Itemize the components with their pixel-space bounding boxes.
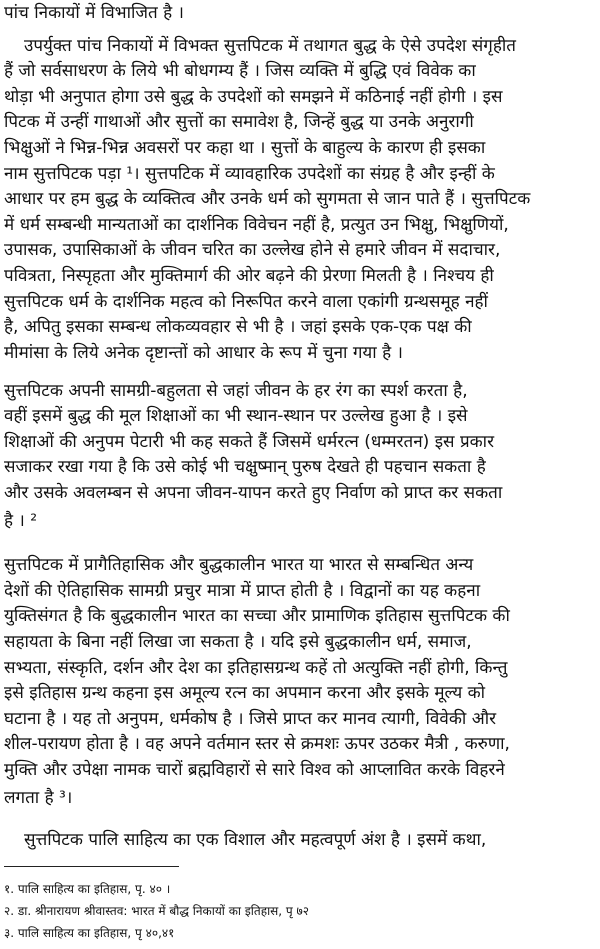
text-line: आधार पर हम बुद्ध के व्यक्तित्व और उनके धर्म को सुगमता से जान पाते हैं । सुत्तपिटक <box>4 189 531 209</box>
text-line: मीमांसा के लिये अनेक दृष्टान्तों को आधार के रूप में चुना गया है । <box>4 343 403 363</box>
text-line: इसे इतिहास ग्रन्थ कहना इस अमूल्य रत्न का अपमान करना और इसके मूल्य को <box>4 683 486 703</box>
text-line: उपासक, उपासिकाओं के जीवन चरित का उल्लेख होने से हमारे जीवन में सदाचार, <box>4 240 501 260</box>
text-line: हैं जो सर्वसाधरण के लिये भी बोधगम्य हैं । जिस व्यक्ति में बुद्धि एवं विवेक का <box>4 61 476 81</box>
text-line: सुत्तपिटक धर्म के दार्शनिक महत्व को निरूपित करने वाला एकांगी ग्रन्थसमूह नहीं <box>4 292 488 312</box>
text-line: नाम सुत्तपिटक पड़ा ¹। सुत्तपटिक में व्यावहारिक उपदेशों का संग्रह है और इन्हीं के <box>4 164 495 184</box>
text-line: शील-परायण होता है । वह अपने वर्तमान स्तर से क्रमशः ऊपर उठकर मैत्री , करुणा, <box>4 734 510 754</box>
text-line: सजाकर रखा गया है कि उसे कोई भी चक्षुष्मान् पुरुष देखते ही पहचान सकता है <box>4 457 486 477</box>
text-line: है । ² <box>4 511 38 531</box>
text-line: है, अपितु इसका सम्बन्ध लोकव्यवहार से भी है । जहां इसके एक-एक पक्ष की <box>4 317 472 337</box>
text-line: थोड़ा भी अनुपात होगा उसे बुद्ध के उपदेशों को समझने में कठिनाई नहीं होगी । इस <box>4 87 503 107</box>
text-line: और उसके अवलम्बन से अपना जीवन-यापन करते हुए निर्वाण को प्राप्त कर सकता <box>4 483 503 503</box>
text-line: सुत्तपिटक में प्रागैतिहासिक और बुद्धकालीन भारत या भारत से सम्बन्धित अन्य <box>4 555 474 575</box>
text-line: शिक्षाओं की अनुपम पेटारी भी कह सकते हैं जिसमें धर्मरत्न (धम्मरतन) इस प्रकार <box>4 432 495 452</box>
text-line: भिक्षुओं ने भिन्न-भिन्न अवसरों पर कहा था । सुत्तों के बाहुल्य के कारण ही इसका <box>4 138 486 158</box>
text-line: में धर्म सम्बन्धी मान्यताओं का दार्शनिक विवेचन नहीं है, प्रत्युत उन भिक्षु, भिक्षुणियों, <box>4 215 509 235</box>
footnote-divider <box>4 866 179 867</box>
text-line: घटाना है । यह तो अनुपम, धर्मकोष है । जिसे प्राप्त कर मानव त्यागी, विवेकी और <box>4 709 497 729</box>
text-line: सभ्यता, संस्कृति, दर्शन और देश का इतिहासग्रन्थ कहें तो अत्युक्ति नहीं होगी, किन्तु <box>4 658 508 678</box>
text-line: पवित्रता, निस्पृहता और मुक्तिमार्ग की ओर बढ़ने की प्रेरणा मिलती है । निश्चय ही <box>4 266 494 286</box>
text-line: देशों की ऐतिहासिक सामग्री प्रचुर मात्रा में प्राप्त होती है । विद्वानों का यह कहना <box>4 581 481 601</box>
text-line: पिटक में उन्हीं गाथाओं और सुत्तों का समावेश है, जिन्हें बुद्ध या उनके अनुरागी <box>4 112 474 132</box>
text-line: उपर्युक्त पांच निकायों में विभक्त सुत्तपिटक में तथागत बुद्ध के ऐसे उपदेश संगृहीत <box>24 36 516 56</box>
text-line: सुत्तपिटक अपनी सामग्री-बहुलता से जहां जीवन के हर रंग का स्पर्श करता है, <box>4 381 468 401</box>
footnote-2: २. डा. श्रीनारायण श्रीवास्तव: भारत में बौद्ध निकायों का इतिहास, पृ ७२ <box>4 904 310 918</box>
text-line: युक्तिसंगत है कि बुद्धकालीन भारत का सच्चा और प्रामाणिक इतिहास सुत्तपिटक की <box>4 606 510 626</box>
footnote-3: ३. पालि साहित्य का इतिहास, पृ ४०,४१ <box>4 926 175 940</box>
text-line: वहीं इसमें बुद्ध की मूल शिक्षाओं का भी स्थान-स्थान पर उल्लेख हुआ है । इसे <box>4 406 468 426</box>
text-line: सुत्तपिटक पालि साहित्य का एक विशाल और महत्वपूर्ण अंश है । इसमें कथा, <box>24 830 487 850</box>
text-line: सहायता के बिना नहीं लिखा जा सकता है । यदि इसे बुद्धकालीन धर्म, समाज, <box>4 632 472 652</box>
footnote-1: १. पालि साहित्य का इतिहास, पृ. ४० । <box>4 882 171 896</box>
text-line: पांच निकायों में विभाजित है । <box>4 3 184 23</box>
text-line: लगता है ³। <box>4 788 73 808</box>
text-line: मुक्ति और उपेक्षा नामक चारों ब्रह्मविहारों से सारे विश्व को आप्लावित करके विहरने <box>4 760 505 780</box>
